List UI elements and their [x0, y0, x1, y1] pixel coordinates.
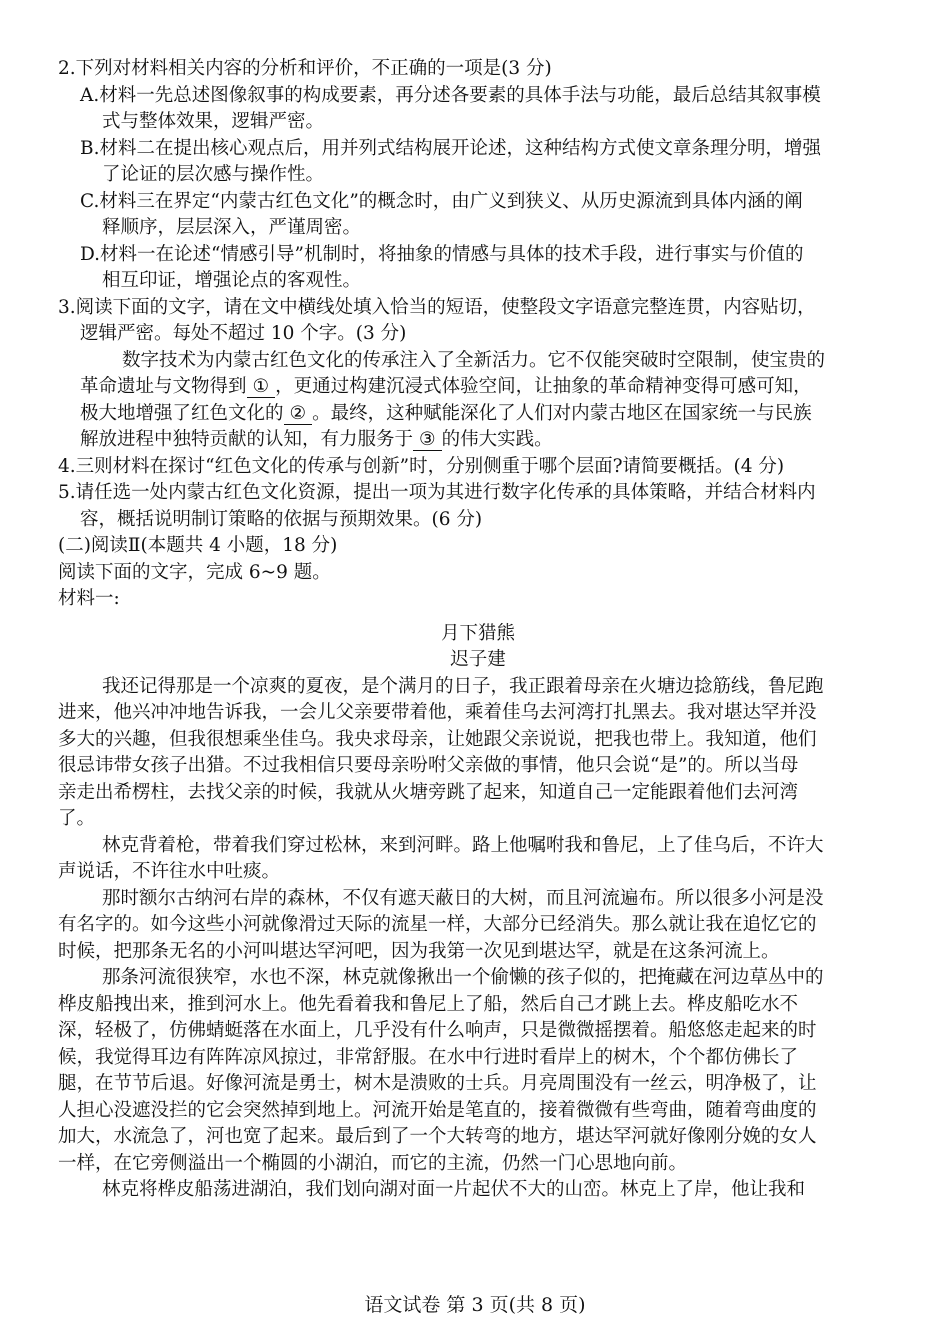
q2-option-c-cont: 释顺序，层层深入，严谨周密。	[102, 217, 362, 238]
q3-passage-line: 数字技术为内蒙古红色文化的传承注入了全新活力。它不仅能突破时空限制，使宝贵的	[122, 349, 826, 371]
q3-stem-cont: 逻辑严密。每处不超过 10 个字。(3 分)	[80, 323, 407, 344]
q2-option-b: B.材料二在提出核心观点后，用并列式结构展开论述，这种结构方式使文章条理分明，增强	[80, 137, 821, 159]
q3-passage-text: 解放进程中独特贡献的认知，有力服务于	[80, 429, 414, 450]
story-line: 人担心没遮没拦的它会突然掉到地上。河流开始是笔直的，接着微微有些弯曲，随着弯曲度的	[58, 1099, 817, 1121]
q2-option-b-cont: 了论证的层次感与操作性。	[102, 164, 325, 185]
q3-passage-line	[58, 401, 898, 428]
story-line: 声说话，不许往水中吐痰。	[58, 861, 281, 882]
q5-stem-cont: 容，概括说明制订策略的依据与预期效果。(6 分)	[80, 508, 483, 530]
section-instruction: 阅读下面的文字，完成 6~9 题。	[58, 561, 331, 583]
q3-passage-line	[58, 427, 898, 454]
blank-1: ①	[247, 377, 276, 398]
story-author: 迟子建	[450, 649, 506, 670]
q3-passage-text: 。最终，这种赋能深化了人们对内蒙古地区在国家统一与民族	[312, 402, 812, 424]
blank-3: ③	[413, 430, 442, 451]
q3-passage-text: 革命遗址与文物得到	[80, 376, 247, 397]
story-body	[58, 674, 898, 1204]
exam-page	[58, 56, 898, 1204]
story-line: 林克背着枪，带着我们穿过松林，来到河畔。路上他嘱咐我和鲁尼，上了佳乌后，不许大	[102, 834, 824, 856]
q3-stem: 3.阅读下面的文字，请在文中横线处填入恰当的短语，使整段文字语意完整连贯，内容贴切，	[58, 296, 816, 318]
story-line: 桦皮船拽出来，推到河水上。他先看着我和鲁尼上了船，然后自己才跳上去。桦皮船吃水不	[58, 993, 799, 1015]
story-line: 有名字的。如今这些小河就像滑过天际的流星一样，大部分已经消失。那么就让我在追忆它的	[58, 914, 817, 935]
blank-2: ②	[284, 404, 313, 425]
q3-passage-text: 的伟大实践。	[441, 429, 553, 450]
story-line: 多大的兴趣，但我很想乘坐佳乌。我央求母亲，让她跟父亲说说，把我也带上。我知道，他们	[58, 728, 817, 750]
story-title: 月下猎熊	[440, 622, 515, 644]
story-line: 那时额尔古纳河右岸的森林，不仅有遮天蔽日的大树，而且河流遍布。所以很多小河是没	[102, 887, 824, 909]
story-line: 加大，水流急了，河也宽了起来。最后到了一个大转弯的地方，堪达罕河就好像刚分娩的女人	[58, 1126, 817, 1147]
story-line: 我还记得那是一个凉爽的夏夜，是个满月的日子，我正跟着母亲在火塘边捻筋线，鲁尼跑	[102, 675, 824, 697]
story-line: 进来，他兴冲冲地告诉我，一会儿父亲要带着他，乘着佳乌去河湾打扎黑去。我对堪达罕并没	[58, 702, 817, 723]
q3-passage-line	[58, 374, 898, 401]
story-line: 深，轻极了，仿佛蜻蜓落在水面上，几乎没有什么响声，只是微微摇摆着。船悠悠走起来的时	[58, 1020, 817, 1041]
story-line: 了。	[58, 808, 96, 829]
q2-stem: 2.下列对材料相关内容的分析和评价，不正确的一项是(3 分)	[58, 58, 552, 79]
story-line: 腿，在节节后退。好像河流是勇士，树木是溃败的士兵。月亮周围没有一丝云，明净极了，让	[58, 1073, 817, 1094]
material-label: 材料一:	[58, 588, 120, 609]
story-line: 林克将桦皮船荡进湖泊，我们划向湖对面一片起伏不大的山峦。林克上了岸，他让我和	[102, 1179, 806, 1200]
q2-option-d: D.材料一在论述“情感引导”机制时，将抽象的情感与具体的技术手段，进行事实与价值的	[80, 243, 804, 265]
q2-option-d-cont: 相互印证，增强论点的客观性。	[102, 270, 362, 291]
story-line: 一样，在它旁侧溢出一个椭圆的小湖泊，而它的主流，仍然一门心思地向前。	[58, 1152, 688, 1174]
q4-stem: 4.三则材料在探讨“红色文化的传承与创新”时，分别侧重于哪个层面?请简要概括。(4 分)	[58, 455, 785, 477]
story-line: 候，我觉得耳边有阵阵凉风掠过，非常舒服。在水中行进时看岸上的树木，个个都仿佛长了	[58, 1046, 799, 1068]
section-heading: (二)阅读Ⅱ(本题共 4 小题，18 分)	[58, 535, 338, 556]
story-line: 那条河流很狭窄，水也不深，林克就像揪出一个偷懒的孩子似的，把掩藏在河边草丛中的	[102, 967, 824, 988]
q3-passage-text: 极大地增强了红色文化的	[80, 402, 284, 424]
q5-stem: 5.请任选一处内蒙古红色文化资源，提出一项为其进行数字化传承的具体策略，并结合材料内	[58, 482, 816, 503]
story-line: 亲走出希楞柱，去找父亲的时候，我就从火塘旁跳了起来，知道自己一定能跟着他们去河湾	[58, 781, 799, 803]
story-line: 时候，把那条无名的小河叫堪达罕河吧，因为我第一次见到堪达罕，就是在这条河流上。	[58, 940, 780, 962]
q2-option-a-cont: 式与整体效果，逻辑严密。	[102, 111, 325, 132]
story-line: 很忌讳带女孩子出猎。不过我相信只要母亲吩咐父亲做的事情，他只会说“是”的。所以当母	[58, 755, 799, 776]
q2-option-c: C.材料三在界定“内蒙古红色文化”的概念时，由广义到狭义、从历史源流到具体内涵的阐	[80, 190, 803, 212]
q2-option-a: A.材料一先总述图像叙事的构成要素，再分述各要素的具体手法与功能，最后总结其叙事模	[80, 84, 821, 106]
page-footer: 语文试卷 第 3 页(共 8 页)	[364, 1294, 586, 1316]
q3-passage-text: ，更通过构建沉浸式体验空间，让抽象的革命精神变得可感可知，	[275, 376, 812, 397]
